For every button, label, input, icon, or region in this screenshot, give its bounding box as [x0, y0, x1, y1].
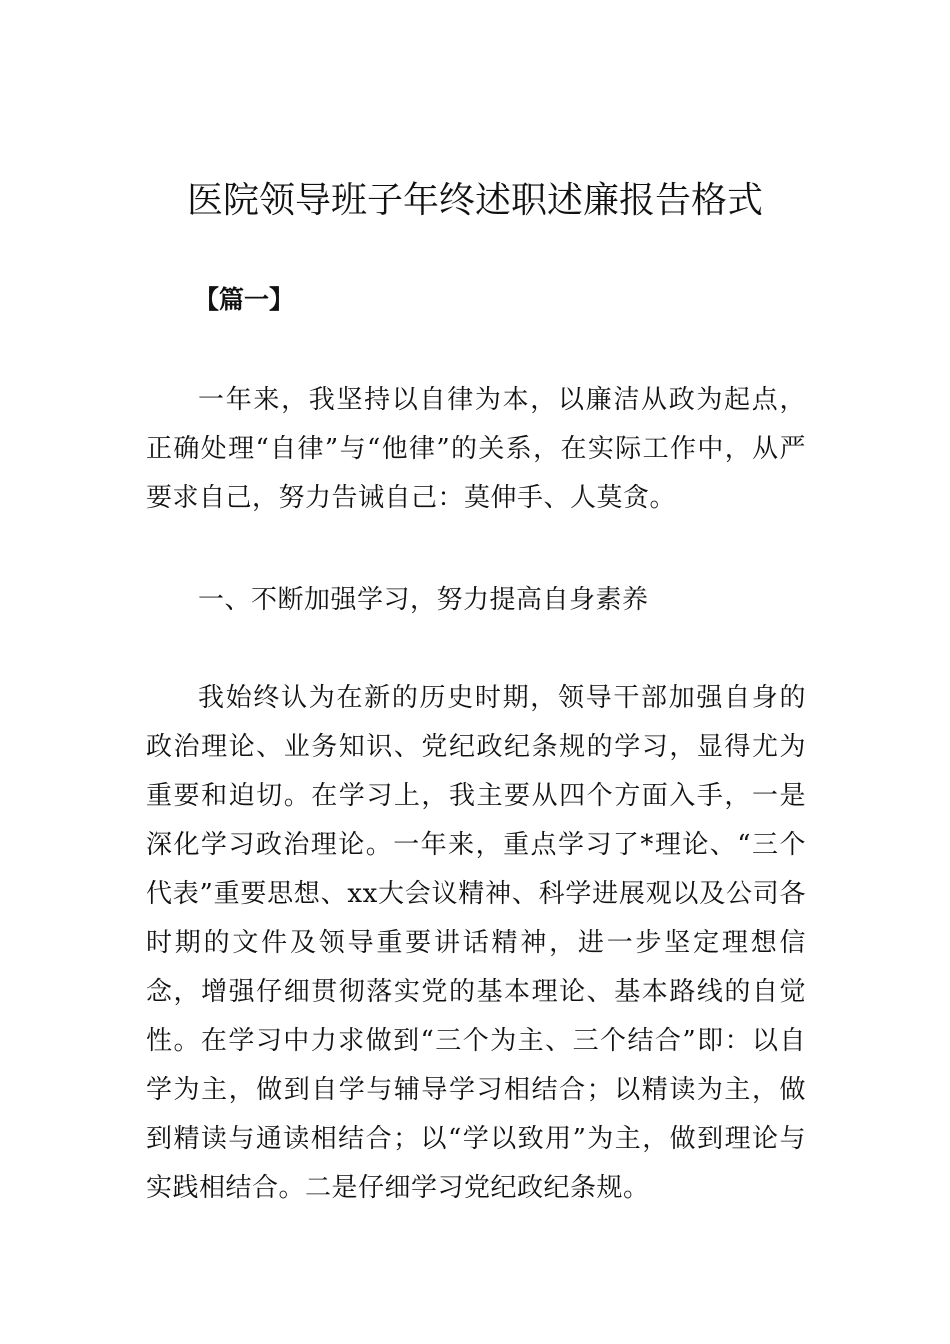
section-tag: 【篇一】: [194, 285, 295, 314]
document-title: 医院领导班子年终述职述廉报告格式: [186, 180, 763, 221]
body-paragraph: 我始终认为在新的历史时期，领导干部加强自身的政治理论、业务知识、党纪政纪条规的学习，显得尤为重要和迫切。在学习上，我主要从四个方面入手，一是深化学习政治理论。一年来，重点学习了*理论、“三个代表”重要思想、xx大会议精神、科学进展观以及公司各时期的文件及领导重要讲话精神，进一步坚定理想信念，增强仔细贯彻落实党的基本理论、基本路线的自觉性。在学习中力求做到“三个为主、三个结合”即：以自学为主，做到自学与辅导学习相结合；以精读为主，做到精读与通读相结合；以“学以致用”为主，做到理论与实践相结合。二是仔细学习党纪政纪条规。: [146, 683, 806, 1203]
section-heading: 一、不断加强学习，努力提高自身素养: [198, 585, 649, 615]
intro-paragraph: 一年来，我坚持以自律为本，以廉洁从政为起点，正确处理“自律”与“他律”的关系，在实际工作中，从严要求自己，努力告诫自己：莫伸手、人莫贪。: [146, 385, 806, 513]
